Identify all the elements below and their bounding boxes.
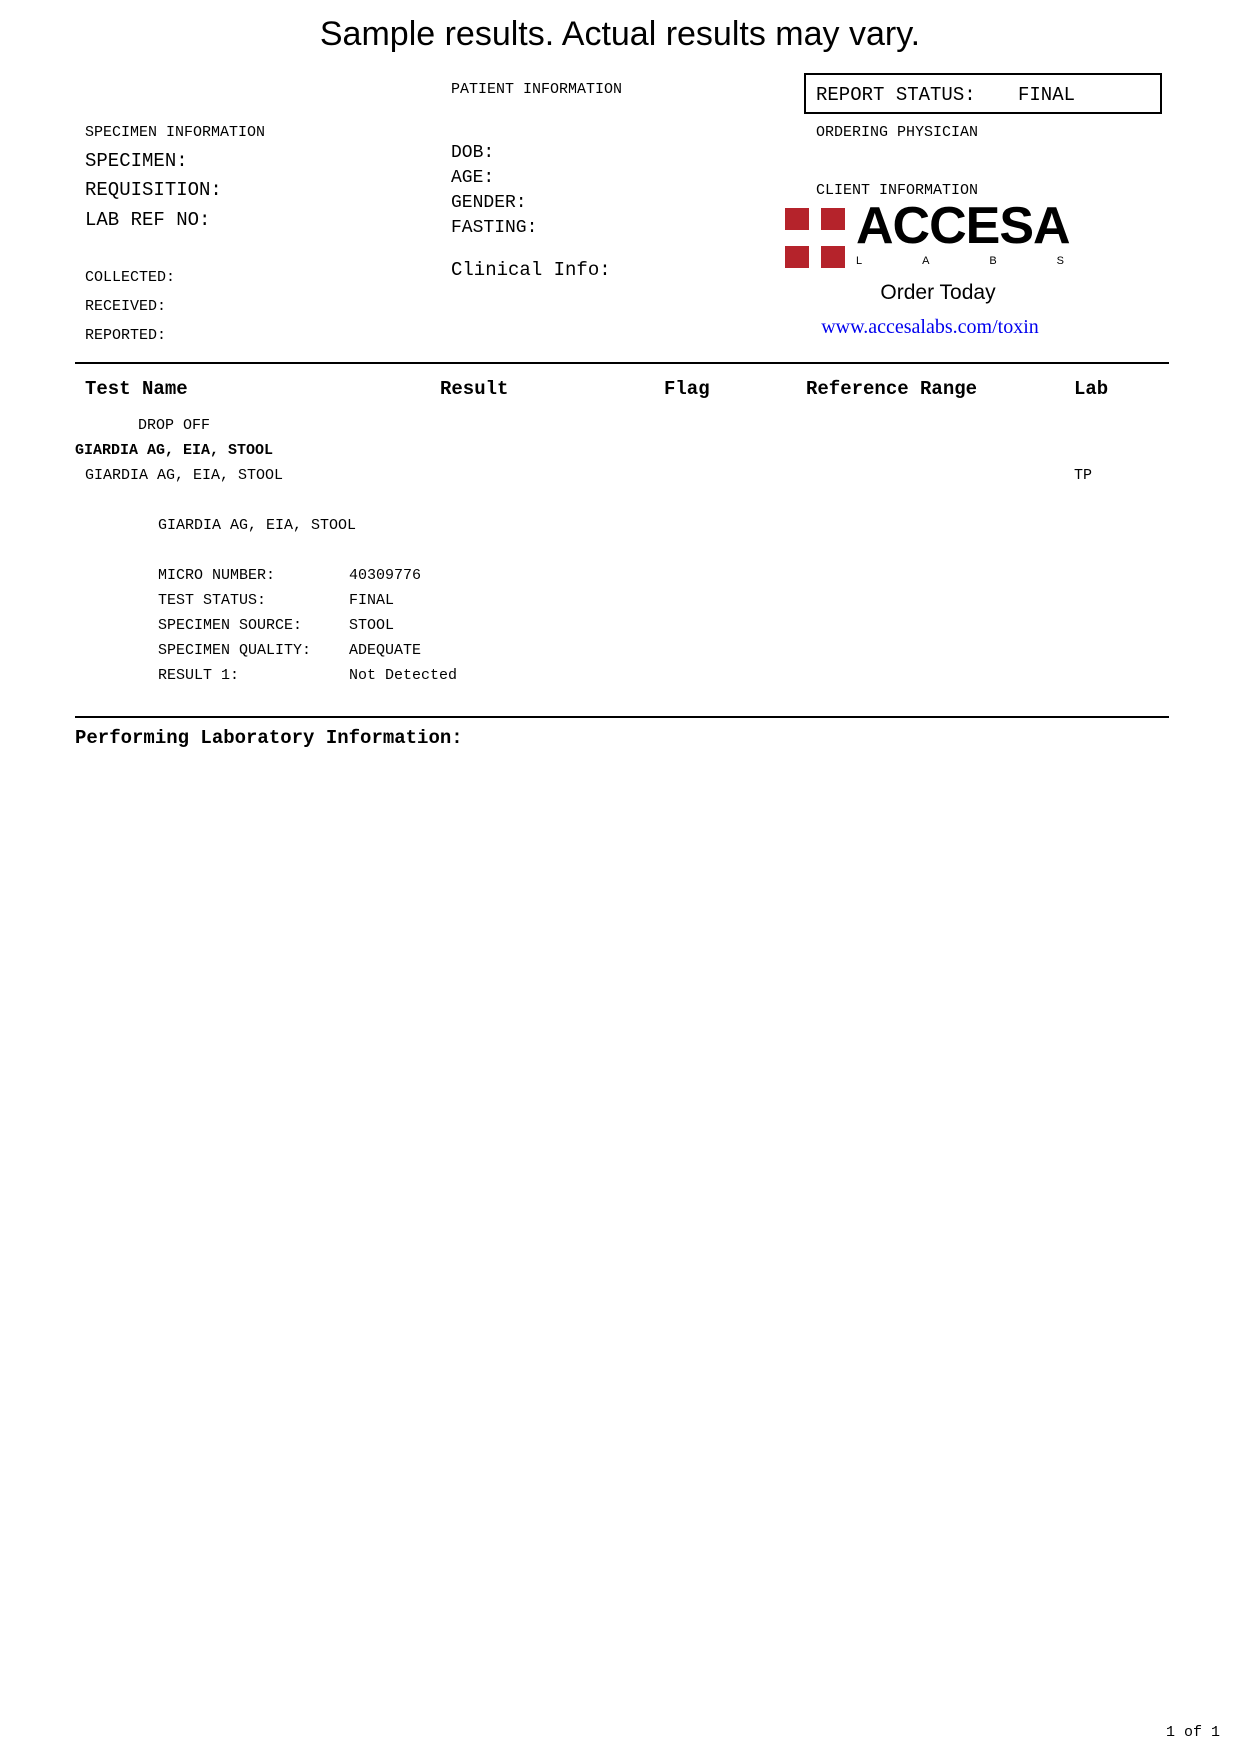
- column-header-test-name: Test Name: [85, 378, 188, 400]
- column-header-flag: Flag: [664, 378, 710, 400]
- accesa-wordmark: ACCESA: [856, 197, 1070, 255]
- specimen-label: SPECIMEN:: [85, 150, 188, 172]
- labs-subtitle: [856, 254, 1064, 268]
- detail-label: SPECIMEN SOURCE:: [158, 617, 303, 634]
- age-label: AGE:: [451, 168, 495, 188]
- detail-label: SPECIMEN QUALITY:: [158, 642, 312, 659]
- detail-label: TEST STATUS:: [158, 592, 267, 609]
- detail-value: Not Detected: [349, 667, 458, 684]
- lab-ref-no-label: LAB REF NO:: [85, 209, 211, 231]
- clinical-info-label: Clinical Info:: [451, 259, 611, 281]
- lab-code-cell: TP: [1074, 467, 1093, 484]
- drop-off-label: DROP OFF: [138, 417, 211, 434]
- test-group-title: GIARDIA AG, EIA, STOOL: [75, 442, 274, 459]
- labs-letter: B: [989, 255, 997, 267]
- report-status-box: [804, 73, 1162, 114]
- patient-information-heading: PATIENT INFORMATION: [451, 81, 623, 98]
- dob-label: DOB:: [451, 143, 495, 163]
- detail-value: STOOL: [349, 617, 395, 634]
- detail-value: 40309776: [349, 567, 422, 584]
- collected-label: COLLECTED:: [85, 269, 176, 286]
- detail-value: FINAL: [349, 592, 395, 609]
- report-status-label: REPORT STATUS:: [816, 84, 976, 106]
- column-header-result: Result: [440, 378, 509, 400]
- detail-label: RESULT 1:: [158, 667, 240, 684]
- column-header-reference-range: Reference Range: [806, 378, 978, 400]
- labs-letter: L: [856, 255, 863, 267]
- test-name-cell: GIARDIA AG, EIA, STOOL: [85, 467, 284, 484]
- detail-title: GIARDIA AG, EIA, STOOL: [158, 517, 357, 534]
- page-number: 1 of 1: [1165, 1724, 1220, 1741]
- performing-laboratory-heading: Performing Laboratory Information:: [75, 727, 463, 749]
- accesa-toxin-link[interactable]: www.accesalabs.com/toxin: [821, 316, 1039, 338]
- detail-label: MICRO NUMBER:: [158, 567, 276, 584]
- detail-value: ADEQUATE: [349, 642, 422, 659]
- sample-disclaimer-banner: Sample results. Actual results may vary.: [319, 15, 921, 53]
- labs-letter: S: [1056, 255, 1064, 267]
- accesa-cross-logo-icon: [785, 208, 845, 268]
- order-today-text: Order Today: [880, 281, 996, 304]
- ordering-physician-heading: ORDERING PHYSICIAN: [816, 124, 979, 141]
- reported-label: REPORTED:: [85, 327, 167, 344]
- labs-letter: A: [922, 255, 930, 267]
- fasting-label: FASTING:: [451, 218, 538, 238]
- results-divider: [75, 716, 1169, 718]
- received-label: RECEIVED:: [85, 298, 167, 315]
- header-divider: [75, 362, 1169, 364]
- requisition-label: REQUISITION:: [85, 179, 222, 201]
- column-header-lab: Lab: [1074, 378, 1109, 400]
- report-status-value: FINAL: [1018, 84, 1076, 106]
- specimen-information-heading: SPECIMEN INFORMATION: [85, 124, 266, 141]
- gender-label: GENDER:: [451, 193, 527, 213]
- client-information-heading: CLIENT INFORMATION: [816, 182, 979, 199]
